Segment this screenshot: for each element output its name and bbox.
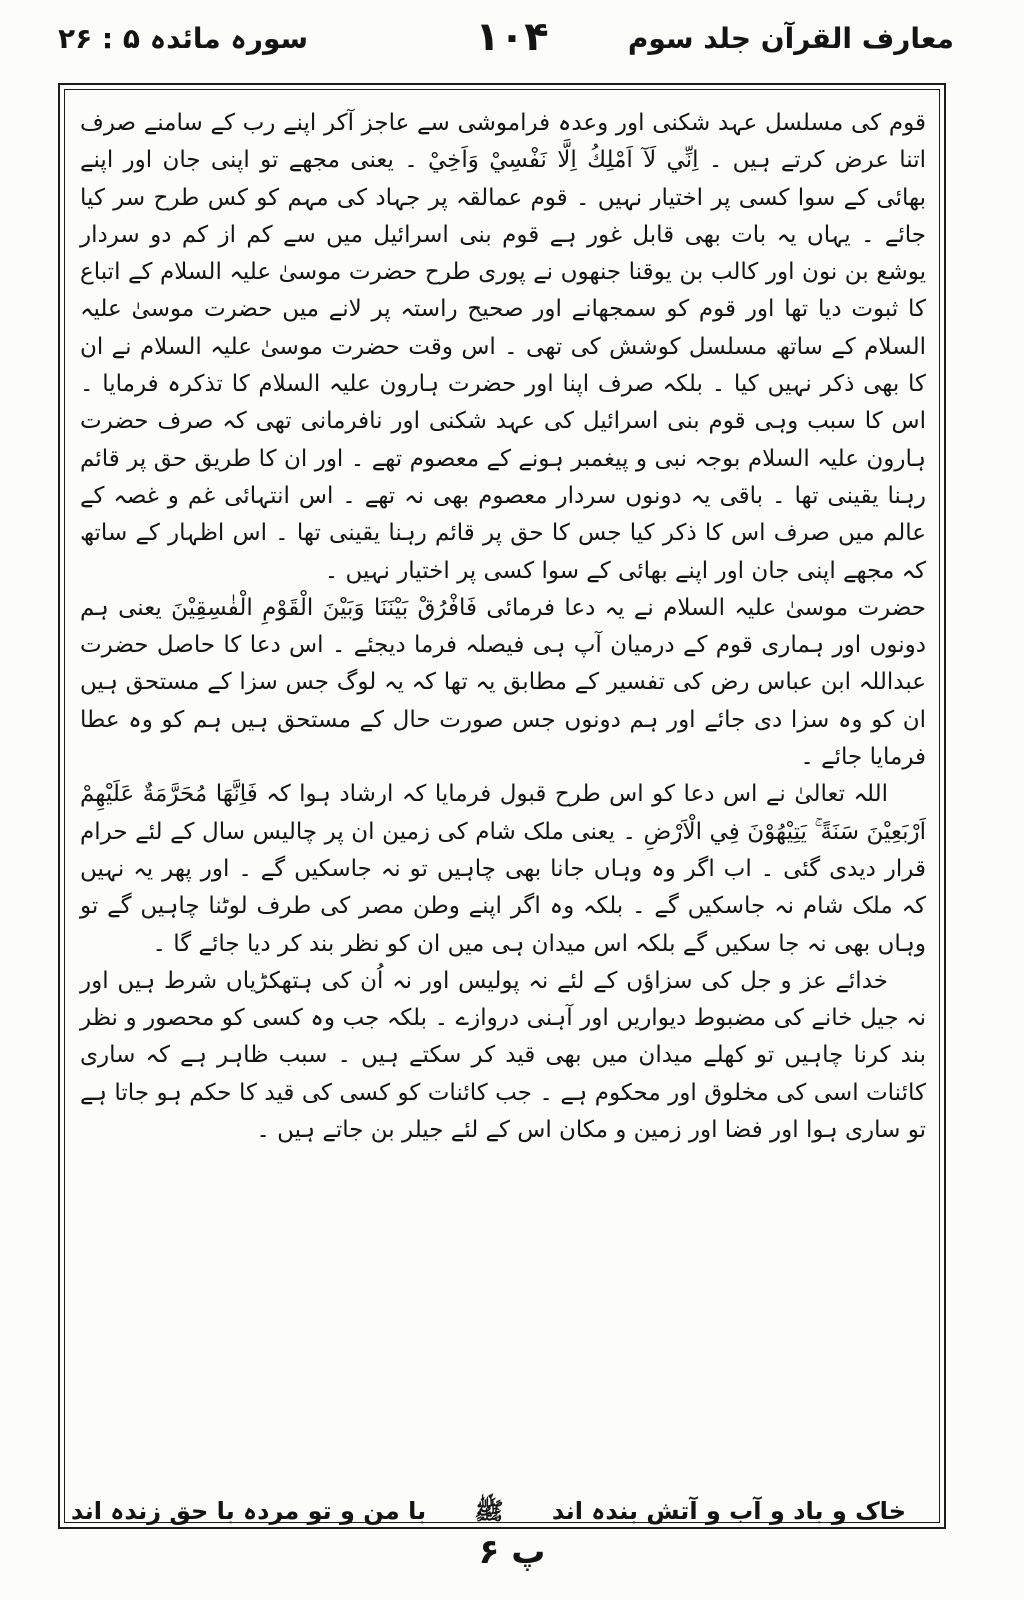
verse-first-half: خاک و باد و آب و آتش بندہ اند xyxy=(551,1497,906,1525)
paragraph-2: حضرت موسیٰ علیہ السلام نے یہ دعا فرمائی فَافْرُقْ بَيْنَنَا وَبَيْنَ الْقَوْمِ الْفٰسِقِيْنَ یعنی ہم دونوں اور ہماری قوم کے درمیان آپ ہی فیصلہ فرما دیجئے ۔ اس دعا کا حاصل حضرت عبداللہ ابن عباس رض کی تفسیر کے مطابق یہ تھا کہ یہ لوگ جس سزا کے مستحق ہیں ان کو وہ سزا دی جائے اور ہم دونوں جس صورت حال کے مستحق ہیں ہم کو وہ عطا فرمایا جائے ۔ xyxy=(80,594,926,771)
verse-second-half: با من و تو مردہ با حق زندہ اند xyxy=(70,1497,427,1525)
book-title: معارف القرآن جلد سوم xyxy=(627,22,954,55)
surah-reference: سورہ مائدہ ۵ : ۲۶ xyxy=(58,22,309,55)
persian-verse xyxy=(70,1496,926,1531)
verse-separator: ﷺ xyxy=(474,1497,504,1525)
body-text xyxy=(80,105,926,1149)
signature-mark: پ ۶ xyxy=(478,1532,546,1572)
paragraph-4: خدائے عز و جل کی سزاؤں کے لئے نہ پولیس اور نہ اُن کی ہتھکڑیاں شرط ہیں اور نہ جیل خانے کی مضبوط دیواریں اور آہنی دروازے ۔ بلکہ جب وہ کسی کو محصور و نظر بند کرنا چاہیں تو کھلے میدان میں بھی قید کر سکتے ہیں ۔ سبب ظاہر ہے کہ ساری کائنات اسی کی مخلوق اور محکوم ہے ۔ جب کائنات کو کسی کی قید کا حکم ہو جاتا ہے تو ساری ہوا اور فضا اور زمین و مکان اس کے لئے جیلر بن جاتے ہیں ۔ xyxy=(80,967,926,1144)
paragraph-1: قوم کی مسلسل عہد شکنی اور وعدہ فراموشی سے عاجز آکر اپنے رب کے سامنے صرف اتنا عرض کرتے ہیں ۔ اِنِّي لَآ اَمْلِكُ اِلَّا نَفْسِيْ وَاَخِيْ ۔ یعنی مجھے تو اپنی جان اور اپنے بھائی کے سوا کسی پر اختیار نہیں ۔ قوم عمالقہ پر جہاد کی مہم کو کس طرح سر کیا جائے ۔ یہاں یہ بات بھی قابل غور ہے قوم بنی اسرائیل میں سے کم از کم دو سردار یوشع بن نون اور کالب بن یوقنا جنھوں نے پوری طرح حضرت موسیٰ علیہ السلام کے اتباع کا ثبوت دیا تھا اور قوم کو سمجھانے اور صحیح راستہ پر لانے میں حضرت موسیٰ علیہ السلام کے ساتھ مسلسل کوشش کی تھی ۔ اس وقت حضرت موسیٰ علیہ السلام نے ان کا بھی ذکر نہیں کیا ۔ بلکہ صرف اپنا اور حضرت ہارون علیہ السلام کا تذکرہ فرمایا ۔ اس کا سبب وہی قوم بنی اسرائیل کی عہد شکنی اور نافرمانی تھی کہ صرف حضرت ہارون علیہ السلام بوجہ نبی و پیغمبر ہونے کے معصوم تھے ۔ اور ان کا طریق حق پر قائم رہنا یقینی تھا ۔ باقی یہ دونوں سردار معصوم بھی نہ تھے ۔ اس انتہائی غم و غصہ کے عالم میں صرف اس کا ذکر کیا جس کا حق پر قائم رہنا یقینی تھا ۔ اس اظہار کے ساتھ کہ مجھے اپنی جان اور اپنے بھائی کے سوا کسی پر اختیار نہیں ۔ xyxy=(80,110,926,584)
page-number: ۱۰۴ xyxy=(475,14,549,60)
paragraph-3: اللہ تعالیٰ نے اس دعا کو اس طرح قبول فرمایا کہ ارشاد ہوا کہ فَاِنَّهَا مُحَرَّمَةٌ عَلَيْهِمْ اَرْبَعِيْنَ سَنَةً ۚ يَتِيْهُوْنَ فِي الْاَرْضِ ۔ یعنی ملک شام کی زمین ان پر چالیس سال کے لئے حرام قرار دیدی گئی ۔ اب اگر وہ وہاں جانا بھی چاہیں تو نہ جاسکیں گے ۔ اور پھر یہ نہیں کہ ملک شام نہ جاسکیں گے ۔ بلکہ وہ اگر اپنے وطن مصر کی طرف لوٹنا چاہیں گے تو وہاں بھی نہ جا سکیں گے بلکہ اس میدان ہی میں ان کو نظر بند کر دیا جائے گا ۔ xyxy=(80,781,926,957)
